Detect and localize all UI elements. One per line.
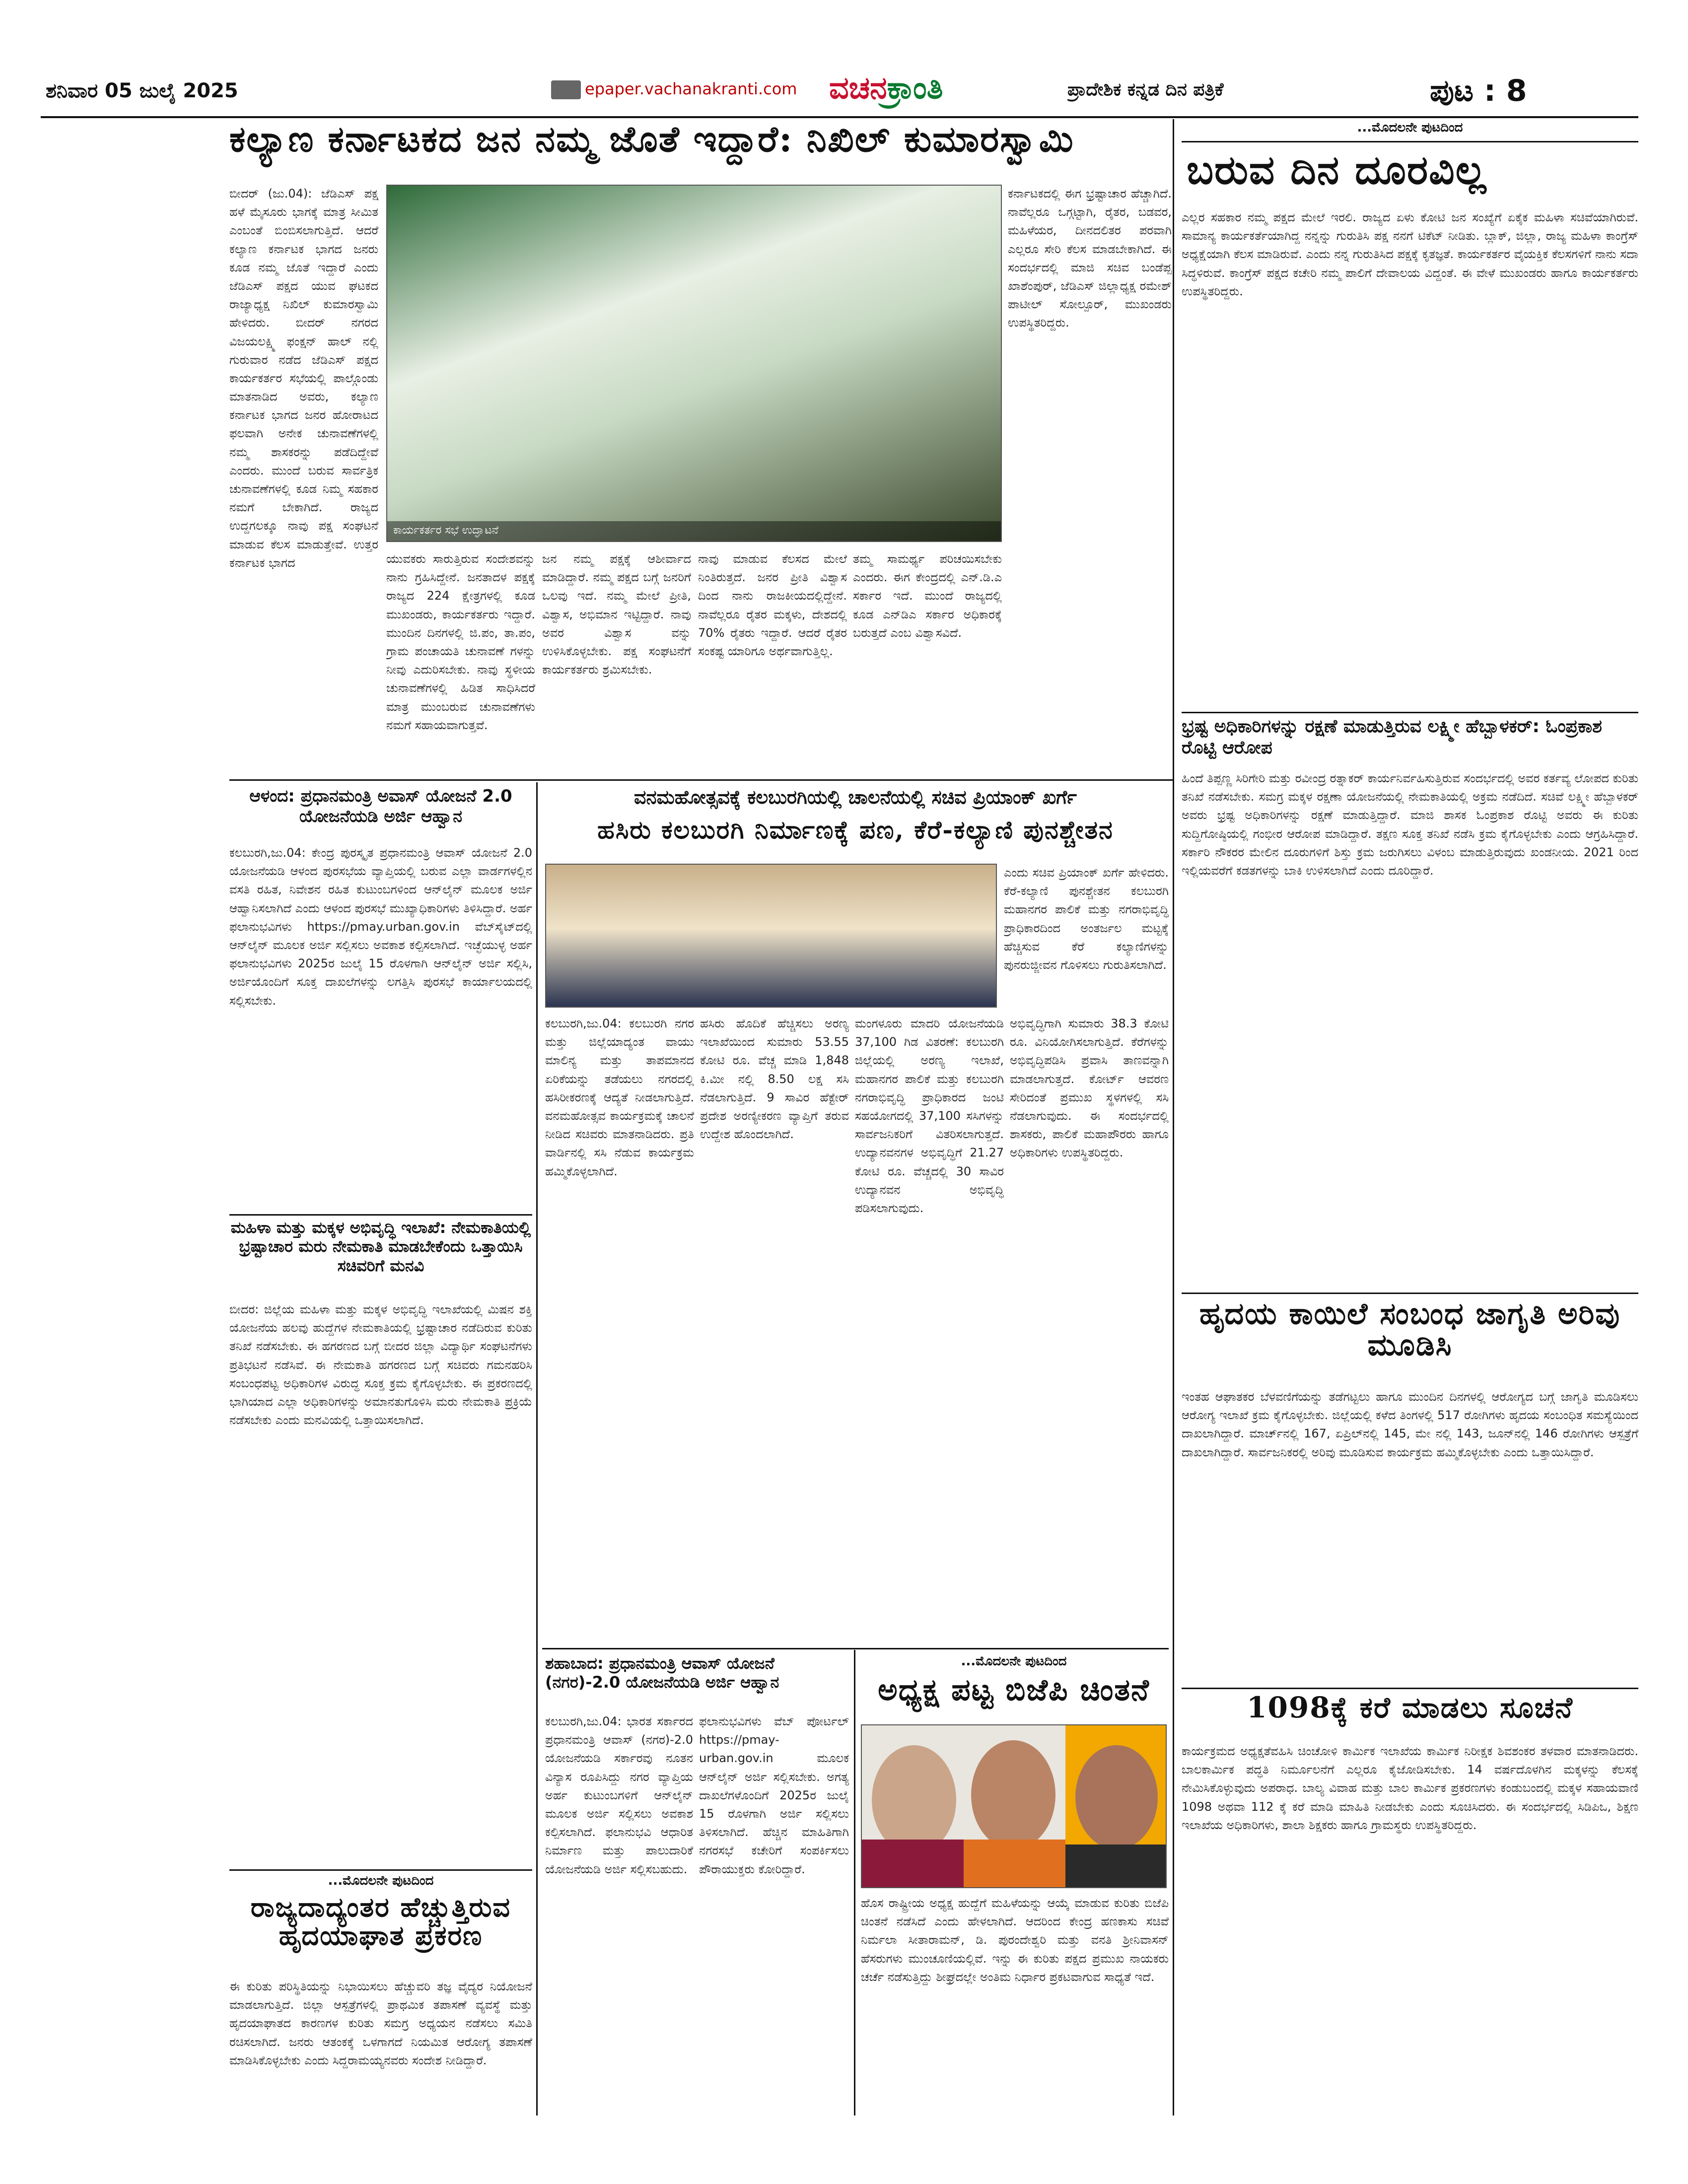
brand-right: ಕ್ರಾಂತಿ [887, 69, 943, 106]
page-number: ಪುಟ : 8 [1430, 73, 1527, 108]
right-column-rule [1173, 119, 1174, 2116]
lead-col2: ಯುವಕರು ಸಾರುತ್ತಿರುವ ಸಂದೇಶವನ್ನು ನಾನು ಗ್ರಹಿಸಿದ್ದೇನೆ. ಜನತಾದಳ ಪಕ್ಷಕ್ಕೆ ರಾಜ್ಯದ 224 ಕ್ಷೇತ್ರಗಳಲ್ಲಿ ಕೂಡ ಮುಖಂಡರು, ಕಾರ್ಯಕರ್ತರು ಇದ್ದಾರೆ. ಮುಂದಿನ ದಿನಗಳಲ್ಲಿ ಜಿ.ಪಂ, ತಾ.ಪಂ, ಗ್ರಾಮ ಪಂಚಾಯತಿ ಚುನಾವಣೆ ಗಳನ್ನು ನೀವು ಎದುರಿಸಬೇಕು. ನಾವು ಸ್ಥಳೀಯ ಚುನಾವಣೆಗಳಲ್ಲಿ ಹಿಡಿತ ಸಾಧಿಸಿದರೆ ಮಾತ್ರ ಮುಂಬರುವ ಚುನಾವಣೆಗಳು ನಮಗೆ ಸಹಾಯವಾಗುತ್ತವೆ. [386, 552, 535, 732]
right-bottom-headline: 1098ಕ್ಕೆ ಕರೆ ಮಾಡಲು ಸೂಚನೆ [1247, 1693, 1573, 1724]
women-dept-headline: ಮಹಿಳಾ ಮತ್ತು ಮಕ್ಕಳ ಅಭಿವೃದ್ಧಿ ಇಲಾಖೆ: ನೇಮಕಾತಿಯಲ್ಲಿ ಭ್ರಷ್ಟಾಚಾರ ಮರು ನೇಮಕಾತಿ ಮಾಡಬೇಕೆಂದು ಒತ್ತಾಯಿಸಿ ಸಚಿವರಿಗೆ ಮನವಿ [230, 1218, 531, 1275]
brand-logo [829, 69, 1028, 114]
right-mid-body: ಹಿಂದೆ ತಿಪ್ಪಣ್ಣ ಸಿರಿಗೇರಿ ಮತ್ತು ರವೀಂದ್ರ ರತ್ನಾಕರ್ ಕಾರ್ಯನಿರ್ವಹಿಸುತ್ತಿರುವ ಸಂದರ್ಭದಲ್ಲಿ ಅವರ ಕರ್ತವ್ಯ ಲೋಪದ ಕುರಿತು ತನಿಖೆ ನಡೆಸಬೇಕು. ಸಮಗ್ರ ಮಕ್ಕಳ ರಕ್ಷಣಾ ಯೋಜನೆಯಲ್ಲಿ ನೇಮಕಾತಿಯಲ್ಲಿ ಅಕ್ರಮ ನಡೆದಿದೆ. ಸಚಿವೆ ಲಕ್ಷ್ಮೀ ಹೆಬ್ಬಾಳಕರ್ ಅವರು ಭ್ರಷ್ಟ ಅಧಿಕಾರಿಗಳನ್ನು ರಕ್ಷಣೆ ಮಾಡುತ್ತಿದ್ದಾರೆ. ಮಾಜಿ ಶಾಸಕ ಓಂಪ್ರಕಾಶ ರೊಟ್ಟಿ ಅವರು ಈ ಕುರಿತು ಸುದ್ದಿಗೋಷ್ಠಿಯಲ್ಲಿ ಗಂಭೀರ ಆರೋಪ ಮಾಡಿದ್ದಾರೆ. ತಕ್ಷಣ ಸೂಕ್ತ ತನಿಖೆ ನಡೆಸಿ ಕ್ರಮ ಕೈಗೊಳ್ಳಬೇಕು ಎಂದು ಆಗ್ರಹಿಸಿದ್ದಾರೆ. ಸರ್ಕಾರಿ ನೌಕರರ ಮೇಲಿನ ದೂರುಗಳಿಗೆ ಶಿಸ್ತು ಕ್ರಮ ಜರುಗಿಸಲು ವಿಳಂಬ ಮಾಡುತ್ತಿರುವುದು ಖಂಡನೀಯ. 2021 ರಿಂದ ಇಲ್ಲಿಯವರೆಗೆ ಕಡತಗಳನ್ನು ಬಾಕಿ ಉಳಿಸಲಾಗಿದೆ ಎಂದು ದೂರಿದ್ದಾರೆ. [1182, 771, 1638, 878]
pmay-aland-rule [229, 1214, 532, 1216]
lead-col1: ಬೀದರ್ (ಜು.04): ಜೆಡಿಎಸ್ ಪಕ್ಷ ಹಳೆ ಮೈಸೂರು ಭಾಗಕ್ಕೆ ಮಾತ್ರ ಸೀಮಿತ ಎಂಬಂತೆ ಬಿಂಬಿಸಲಾಗುತ್ತಿದೆ. ಆದರೆ ಕಲ್ಯಾಣ ಕರ್ನಾಟಕ ಭಾಗದ ಜನರು ಕೂಡ ನಮ್ಮ ಜೊತೆ ಇದ್ದಾರೆ ಎಂದು ಜೆಡಿಎಸ್ ಪಕ್ಷದ ಯುವ ಘಟಕದ ರಾಜ್ಯಾಧ್ಯಕ್ಷ ನಿಖಿಲ್ ಕುಮಾರಸ್ವಾಮಿ ಹೇಳಿದರು. ಬೀದರ್ ನಗರದ ವಿಜಯಲಕ್ಷ್ಮಿ ಫಂಕ್ಷನ್ ಹಾಲ್ ನಲ್ಲಿ ಗುರುವಾರ ನಡೆದ ಜೆಡಿಎಸ್ ಪಕ್ಷದ ಕಾರ್ಯಕರ್ತರ ಸಭೆಯಲ್ಲಿ ಪಾಲ್ಗೊಂಡು ಮಾತನಾಡಿದ ಅವರು, ಕಲ್ಯಾಣ ಕರ್ನಾಟಕ ಭಾಗದ ಜನರ ಹೋರಾಟದ ಫಲವಾಗಿ ಅನೇಕ ಚುನಾವಣೆಗಳಲ್ಲಿ ನಮ್ಮ ಶಾಸಕರನ್ನು ಪಡೆದಿದ್ದೇವೆ ಎಂದರು. ಮುಂದೆ ಬರುವ ಸಾರ್ವತ್ರಿಕ ಚುನಾವಣೆಗಳಲ್ಲಿ ಕೂಡ ನಿಮ್ಮ ಸಹಕಾರ ನಮಗೆ ಬೇಕಾಗಿದೆ. ರಾಜ್ಯದ ಉದ್ದಗಲಕ್ಕೂ ನಾವು ಪಕ್ಷ ಸಂಘಟನೆ ಮಾಡುವ ಕೆಲಸ ಮಾಡುತ್ತೇವೆ. ಉತ್ತರ ಕರ್ನಾಟಕ ಭಾಗದ [229, 187, 378, 570]
right-top-kicker: ...ಮೊದಲನೇ ಪುಟದಿಂದ [1357, 120, 1463, 135]
right-top-rule [1182, 712, 1638, 713]
lead-col4: ನಾವು ಮಾಡುವ ಕೆಲಸದ ಮೇಲೆ ನಿಂತಿರುತ್ತದೆ. ಜನರ ಪ್ರೀತಿ ವಿಶ್ವಾಸ ದಿಂದ ನಾನು ರಾಜಕೀಯದಲ್ಲಿದ್ದೇನೆ. ನಾವೆಲ್ಲರೂ ರೈತರ ಮಕ್ಕಳು, ದೇಶದಲ್ಲಿ 70% ರೈತರು ಇದ್ದಾರೆ. ಆದರೆ ರೈತರ ಸಂಕಷ್ಟ ಯಾರಿಗೂ ಅರ್ಥವಾಗುತ್ತಿಲ್ಲ. [698, 552, 847, 658]
lead-col3: ಜನ ನಮ್ಮ ಪಕ್ಷಕ್ಕೆ ಆಶೀರ್ವಾದ ಮಾಡಿದ್ದಾರೆ. ನಮ್ಮ ಪಕ್ಷದ ಬಗ್ಗೆ ಜನರಿಗೆ ಒಲವು ಇದೆ. ನಮ್ಮ ಮೇಲೆ ಪ್ರೀತಿ, ವಿಶ್ವಾಸ, ಅಭಿಮಾನ ಇಟ್ಟಿದ್ದಾರೆ. ನಾವು ಅವರ ವಿಶ್ವಾಸ ವನ್ನು ಉಳಿಸಿಕೊಳ್ಳಬೇಕು. ಪಕ್ಷ ಸಂಘಟನೆಗೆ ಕಾರ್ಯಕರ್ತರು ಶ್ರಮಿಸಬೇಕು. [542, 552, 691, 677]
heart-attack-headline: ರಾಜ್ಯದಾದ್ಯಂತರ ಹೆಚ್ಚುತ್ತಿರುವ ಹೃದಯಾಘಾತ ಪ್ರಕರಣ [250, 1893, 511, 1951]
vanamahotsava-top-right: ಎಂದು ಸಚಿವ ಪ್ರಿಯಾಂಕ್ ಖರ್ಗೆ ಹೇಳಿದರು. ಕೆರೆ-ಕಲ್ಯಾಣಿ ಪುನಶ್ಚೇತನ ಕಲಬುರಗಿ ಮಹಾನಗರ ಪಾಲಿಕೆ ಮತ್ತು ನಗರಾಭಿವೃದ್ಧಿ ಪ್ರಾಧಿಕಾರದಿಂದ ಅಂತರ್ಜಲ ಮಟ್ಟಕ್ಕೆ ಹೆಚ್ಚಿಸುವ ಕೆರೆ ಕಲ್ಯಾಣಿಗಳನ್ನು ಪುನರುಜ್ಜೀವನ ಗೊಳಿಸಲು ಗುರುತಿಸಲಾಗಿದೆ. [1004, 866, 1169, 972]
leader-photo-2 [971, 1740, 1055, 1849]
women-dept-rule [229, 1869, 532, 1871]
vanamahotsava-headline-1: ವನಮಹೋತ್ಸವಕ್ಕೆ ಕಲಬುರಗಿಯಲ್ಲಿ ಚಾಲನೆಯಲ್ಲಿ ಸಚಿವ ಪ್ರಿಯಾಂಕ್ ಖರ್ಗೆ [634, 786, 1077, 808]
lead-headline: ಕಲ್ಯಾಣ ಕರ್ನಾಟಕದ ಜನ ನಮ್ಮ ಜೊತೆ ಇದ್ದಾರೆ: ನಿಖಿಲ್ ಕುಮಾರಸ್ವಾಮಿ [229, 120, 1074, 160]
right-bottom-body: ಕಾರ್ಯಕ್ರಮದ ಅಧ್ಯಕ್ಷತೆವಹಿಸಿ ಚಿಂಚೋಳಿ ಕಾರ್ಮಿಕ ಇಲಾಖೆಯ ಕಾರ್ಮಿಕ ನಿರೀಕ್ಷಕ ಶಿವಶಂಕರ ತಳವಾರ ಮಾತನಾಡಿದರು. ಬಾಲಕಾರ್ಮಿಕ ಪದ್ಧತಿ ನಿರ್ಮೂಲನೆಗೆ ಎಲ್ಲರೂ ಕೈಜೋಡಿಸಬೇಕು. 14 ವರ್ಷದೊಳಗಿನ ಮಕ್ಕಳನ್ನು ಕೆಲಸಕ್ಕೆ ನೇಮಿಸಿಕೊಳ್ಳುವುದು ಅಪರಾಧ. ಬಾಲ್ಯ ವಿವಾಹ ಮತ್ತು ಬಾಲ ಕಾರ್ಮಿಕ ಪ್ರಕರಣಗಳು ಕಂಡುಬಂದಲ್ಲಿ ಮಕ್ಕಳ ಸಹಾಯವಾಣಿ 1098 ಅಥವಾ 112 ಕ್ಕೆ ಕರೆ ಮಾಡಿ ಮಾಹಿತಿ ನೀಡಬೇಕು ಎಂದು ಸೂಚಿಸಿದರು. ಈ ಸಂದರ್ಭದಲ್ಲಿ ಸಿಡಿಪಿಒ, ಶಿಕ್ಷಣ ಇಲಾಖೆಯ ಅಧಿಕಾರಿಗಳು, ಶಾಲಾ ಶಿಕ್ಷಕರು ಹಾಗೂ ಗ್ರಾಮಸ್ಥರು ಉಪಸ್ಥಿತರಿದ್ದರು. [1182, 1744, 1638, 1832]
vanamahotsava-col1: ಕಲಬುರಗಿ,ಜು.04: ಕಲಬುರಗಿ ನಗರ ಮತ್ತು ಜಿಲ್ಲೆಯಾದ್ಯಂತ ವಾಯು ಮಾಲಿನ್ಯ ಮತ್ತು ತಾಪಮಾನದ ಏರಿಕೆಯನ್ನು ತಡೆಯಲು ನಗರದಲ್ಲಿ ಹಸಿರೀಕರಣಕ್ಕೆ ಆದ್ಯತೆ ನೀಡಲಾಗುತ್ತಿದೆ. ವನಮಹೋತ್ಸವ ಕಾರ್ಯಕ್ರಮಕ್ಕೆ ಚಾಲನೆ ನೀಡಿದ ಸಚಿವರು ಮಾತನಾಡಿದರು. ಪ್ರತಿ ವಾರ್ಡಿನಲ್ಲಿ ಸಸಿ ನೆಡುವ ಕಾರ್ಯಕ್ರಮ ಹಮ್ಮಿಕೊಳ್ಳಲಾಗಿದೆ. [545, 1017, 694, 1178]
masthead-rule [41, 116, 1638, 118]
leader-photo-1-sari [862, 1840, 964, 1888]
lead-bottom-rule [229, 779, 1173, 781]
pmay-shahabad-col2: ಫಲಾನುಭವಿಗಳು ವೆಬ್ ಪೋರ್ಟಲ್ https://pmay-urban.gov.in ಮೂಲಕ ಆನ್‌ಲೈನ್ ಅರ್ಜಿ ಸಲ್ಲಿಸಬೇಕು. ಅಗತ್ಯ ದಾಖಲೆಗಳೊಂದಿಗೆ 2025ರ ಜುಲೈ 15 ರೊಳಗಾಗಿ ಅರ್ಜಿ ಸಲ್ಲಿಸಲು ತಿಳಿಸಲಾಗಿದೆ. ಹೆಚ್ಚಿನ ಮಾಹಿತಿಗಾಗಿ ನಗರಸಭೆ ಕಚೇರಿಗೆ ಸಂಪರ್ಕಿಸಲು ಪೌರಾಯುಕ್ತರು ಕೋರಿದ್ದಾರೆ. [699, 1714, 849, 1876]
pmay-aland-headline: ಆಳಂದ: ಪ್ರಧಾನಮಂತ್ರಿ ಅವಾಸ್ ಯೋಜನೆ 2.0 ಯೋಜನೆಯಡಿ ಅರ್ಜಿ ಆಹ್ವಾನ [249, 786, 512, 826]
vanamahotsava-photo [545, 864, 997, 1008]
lead-col5: ತಮ್ಮ ಸಾಮರ್ಥ್ಯ ಪರಿಚಯಿಸಬೇಕು ಎಂದರು. ಈಗ ಕೇಂದ್ರದಲ್ಲಿ ಎನ್.ಡಿ.ಎ ಸರ್ಕಾರ ಇದೆ. ಮುಂದೆ ರಾಜ್ಯದಲ್ಲಿ ಕೂಡ ಎನ್‌ಡಿಎ ಸರ್ಕಾರ ಅಧಿಕಾರಕ್ಕೆ ಬರುತ್ತದೆ ಎಂಬ ವಿಶ್ವಾಸವಿದೆ. [853, 552, 1002, 640]
masthead-tagline: ಪ್ರಾದೇಶಿಕ ಕನ್ನಡ ದಿನ ಪತ್ರಿಕೆ [1067, 79, 1224, 100]
vanamahotsava-col3: ಮಂಗಳೂರು ಮಾದರಿ ಯೋಜನೆಯಡಿ 37,100 ಗಿಡ ವಿತರಣೆ: ಕಲಬುರಗಿ ಜಿಲ್ಲೆಯಲ್ಲಿ ಅರಣ್ಯ ಇಲಾಖೆ, ಮಹಾನಗರ ಪಾಲಿಕೆ ಮತ್ತು ಕಲಬುರಗಿ ನಗರಾಭಿವೃದ್ಧಿ ಪ್ರಾಧಿಕಾರದ ಜಂಟಿ ಸಹಯೋಗದಲ್ಲಿ 37,100 ಸಸಿಗಳನ್ನು ಸಾರ್ವಜನಿಕರಿಗೆ ವಿತರಿಸಲಾಗುತ್ತದೆ. ಉದ್ಯಾನವನಗಳ ಅಭಿವೃದ್ಧಿಗೆ 21.27 ಕೋಟಿ ರೂ. ವೆಚ್ಚದಲ್ಲಿ 30 ಸಾವಿರ ಉದ್ಯಾನವನ ಅಭಿವೃದ್ಧಿ ಪಡಿಸಲಾಗುವುದು. [855, 1017, 1004, 1215]
bjp-photo [861, 1724, 1167, 1888]
right-mid-rule [1182, 1293, 1638, 1294]
brand-left: ವಚನ [829, 69, 887, 106]
right-heart-headline: ಹೃದಯ ಕಾಯಿಲೆ ಸಂಬಂಧ ಜಾಗೃತಿ ಅರಿವು ಮೂಡಿಸಿ [1199, 1298, 1621, 1363]
vanamahotsava-col2: ಹಸಿರು ಹೊದಿಕೆ ಹೆಚ್ಚಿಸಲು ಅರಣ್ಯ ಇಲಾಖೆಯಿಂದ ಸುಮಾರು 53.55 ಕೋಟಿ ರೂ. ವೆಚ್ಚ ಮಾಡಿ 1,848 ಕಿ.ಮೀ ನಲ್ಲಿ 8.50 ಲಕ್ಷ ಸಸಿ ನೆಡಲಾಗುತ್ತಿದೆ. 9 ಸಾವಿರ ಹೆಕ್ಟೇರ್ ಪ್ರದೇಶ ಅರಣ್ಯೀಕರಣ ವ್ಯಾಪ್ತಿಗೆ ತರುವ ಉದ್ದೇಶ ಹೊಂದಲಾಗಿದೆ. [700, 1017, 849, 1142]
newspaper-icon [551, 80, 581, 99]
leader-photo-1 [872, 1745, 956, 1854]
vanamahotsava-rule [542, 1648, 1169, 1649]
masthead-date: ಶನಿವಾರ 05 ಜುಲೈ 2025 [46, 79, 238, 102]
leader-photo-2-sari [964, 1840, 1065, 1888]
leader-photo-3-sari [1065, 1844, 1167, 1888]
women-dept-body: ಬೀದರ: ಜಿಲ್ಲೆಯ ಮಹಿಳಾ ಮತ್ತು ಮಕ್ಕಳ ಅಭಿವೃದ್ಧಿ ಇಲಾಖೆಯಲ್ಲಿ ಮಿಷನ ಶಕ್ತಿ ಯೋಜನೆಯ ಹಲವು ಹುದ್ದೆಗಳ ನೇಮಕಾತಿಯಲ್ಲಿ ಭ್ರಷ್ಟಾಚಾರ ನಡೆದಿರುವ ಕುರಿತು ತನಿಖೆ ನಡೆಸಬೇಕು. ಈ ಹಗರಣದ ಬಗ್ಗೆ ಬೀದರ ಜಿಲ್ಲಾ ವಿದ್ಯಾರ್ಥಿ ಸಂಘಟನೆಗಳು ಪ್ರತಿಭಟನೆ ನಡೆಸಿವೆ. ಈ ನೇಮಕಾತಿ ಹಗರಣದ ಬಗ್ಗೆ ಸಚಿವರು ಗಮನಹರಿಸಿ ಸಂಬಂಧಪಟ್ಟ ಅಧಿಕಾರಿಗಳ ವಿರುದ್ಧ ಸೂಕ್ತ ಕ್ರಮ ಕೈಗೊಳ್ಳಬೇಕು. ಈ ಪ್ರಕರಣದಲ್ಲಿ ಭಾಗಿಯಾದ ಎಲ್ಲಾ ಅಧಿಕಾರಿಗಳನ್ನು ಅಮಾನತುಗೊಳಿಸಿ ಮರು ನೇಮಕಾತಿ ಪ್ರಕ್ರಿಯೆ ನಡೆಸಬೇಕು ಎಂದು ಮನವಿಯಲ್ಲಿ ಒತ್ತಾಯಿಸಲಾಗಿದೆ. [229, 1302, 532, 1428]
lead-photo-caption: ಕಾರ್ಯಕರ್ತರ ಸಭೆ ಉದ್ಘಾಟನೆ [387, 521, 1001, 541]
right-top-kicker-rule [1182, 141, 1638, 142]
heart-attack-body: ಈ ಕುರಿತು ಪರಿಸ್ಥಿತಿಯನ್ನು ನಿಭಾಯಿಸಲು ಹೆಚ್ಚುವರಿ ತಜ್ಞ ವೈದ್ಯರ ನಿಯೋಜನೆ ಮಾಡಲಾಗುತ್ತಿದೆ. ಜಿಲ್ಲಾ ಆಸ್ಪತ್ರೆಗಳಲ್ಲಿ ಪ್ರಾಥಮಿಕ ತಪಾಸಣೆ ವ್ಯವಸ್ಥೆ ಮತ್ತು ಹೃದಯಾಘಾತದ ಕಾರಣಗಳ ಕುರಿತು ಸಮಗ್ರ ಅಧ್ಯಯನ ನಡೆಸಲು ಸಮಿತಿ ರಚಿಸಲಾಗಿದೆ. ಜನರು ಆತಂಕಕ್ಕೆ ಒಳಗಾಗದೆ ನಿಯಮಿತ ಆರೋಗ್ಯ ತಪಾಸಣೆ ಮಾಡಿಸಿಕೊಳ್ಳಬೇಕು ಎಂದು ಸಿದ್ದರಾಮಯ್ಯನವರು ಸಂದೇಶ ನೀಡಿದ್ದಾರೆ. [229, 1979, 532, 2067]
bjp-kicker: ...ಮೊದಲನೇ ಪುಟದಿಂದ [961, 1654, 1067, 1669]
masthead-url-text: epaper.vachanakranti.com [585, 79, 797, 98]
lead-col6: ಕರ್ನಾಟಕದಲ್ಲಿ ಈಗ ಭ್ರಷ್ಟಾಚಾರ ಹೆಚ್ಚಾಗಿದೆ. ನಾವೆಲ್ಲರೂ ಒಗ್ಗಟ್ಟಾಗಿ, ರೈತರ, ಬಡವರ, ಮಹಿಳೆಯರ, ದೀನದಲಿತರ ಪರವಾಗಿ ಎಲ್ಲರೂ ಸೇರಿ ಕೆಲಸ ಮಾಡಬೇಕಾಗಿದೆ. ಈ ಸಂದರ್ಭದಲ್ಲಿ ಮಾಜಿ ಸಚಿವ ಬಂಡೆಪ್ಪ ಖಾಶೆಂಪುರ್, ಜೆಡಿಎಸ್ ಜಿಲ್ಲಾಧ್ಯಕ್ಷ ರಮೇಶ್ ಪಾಟೀಲ್ ಸೋಲ್ಪೂರ್, ಮುಖಂಡರು ಉಪಸ್ಥಿತರಿದ್ದರು. [1008, 187, 1172, 330]
leader-photo-3 [1075, 1745, 1158, 1849]
mid-bottom-rule [854, 1650, 855, 2116]
lead-photo [386, 185, 1002, 542]
vanamahotsava-col4: ಅಭಿವೃದ್ಧಿಗಾಗಿ ಸುಮಾರು 38.3 ಕೋಟಿ ರೂ. ವಿನಿಯೋಗಿಸಲಾಗುತ್ತಿದೆ. ಕೆರೆಗಳನ್ನು ಅಭಿವೃದ್ಧಿಪಡಿಸಿ ಪ್ರವಾಸಿ ತಾಣವನ್ನಾಗಿ ಮಾಡಲಾಗುತ್ತದೆ. ಕೋರ್ಟ್ ಆವರಣ ಸೇರಿದಂತೆ ಪ್ರಮುಖ ಸ್ಥಳಗಳಲ್ಲಿ ಸಸಿ ನೆಡಲಾಗುವುದು. ಈ ಸಂದರ್ಭದಲ್ಲಿ ಶಾಸಕರು, ಪಾಲಿಕೆ ಮಹಾಪೌರರು ಹಾಗೂ ಅಧಿಕಾರಿಗಳು ಉಪಸ್ಥಿತರಿದ್ದರು. [1010, 1017, 1169, 1160]
pmay-shahabad-col1: ಕಲಬುರಗಿ,ಜು.04: ಭಾರತ ಸರ್ಕಾರದ ಪ್ರಧಾನಮಂತ್ರಿ ಆವಾಸ್ (ನಗರ)-2.0 ಯೋಜನೆಯಡಿ ಸರ್ಕಾರವು ನೂತನ ವಿನ್ಯಾಸ ರೂಪಿಸಿದ್ದು ನಗರ ವ್ಯಾಪ್ತಿಯ ಅರ್ಹ ಕುಟುಂಬಗಳಿಗೆ ಆನ್‌ಲೈನ್ ಮೂಲಕ ಅರ್ಜಿ ಸಲ್ಲಿಸಲು ಅವಕಾಶ ಕಲ್ಪಿಸಲಾಗಿದೆ. ಫಲಾನುಭವಿ ಆಧಾರಿತ ನಿರ್ಮಾಣ ಮತ್ತು ಪಾಲುದಾರಿಕೆ ಯೋಜನೆಯಡಿ ಅರ್ಜಿ ಸಲ್ಲಿಸಬಹುದು. [545, 1714, 693, 1876]
left-column-rule [536, 782, 538, 2116]
bjp-body: ಹೊಸ ರಾಷ್ಟ್ರೀಯ ಅಧ್ಯಕ್ಷ ಹುದ್ದೆಗೆ ಮಹಿಳೆಯನ್ನು ಆಯ್ಕೆ ಮಾಡುವ ಕುರಿತು ಬಿಜೆಪಿ ಚಿಂತನೆ ನಡೆಸಿದೆ ಎಂದು ಹೇಳಲಾಗಿದೆ. ಆದರಿಂದ ಕೇಂದ್ರ ಹಣಕಾಸು ಸಚಿವೆ ನಿರ್ಮಲಾ ಸೀತಾರಾಮನ್, ಡಿ. ಪುರಂದೇಶ್ವರಿ ಮತ್ತು ವನತಿ ಶ್ರೀನಿವಾಸನ್ ಹೆಸರುಗಳು ಮುಂಚೂಣಿಯಲ್ಲಿವೆ. ಇನ್ನು ಈ ಕುರಿತು ಪಕ್ಷದ ಪ್ರಮುಖ ನಾಯಕರು ಚರ್ಚೆ ನಡೆಸುತ್ತಿದ್ದು ಶೀಘ್ರದಲ್ಲೇ ಅಂತಿಮ ನಿರ್ಧಾರ ಪ್ರಕಟವಾಗುವ ಸಾಧ್ಯತೆ ಇದೆ. [861, 1896, 1169, 1984]
right-heart-rule [1182, 1688, 1638, 1689]
right-mid-headline: ಭ್ರಷ್ಟ ಅಧಿಕಾರಿಗಳನ್ನು ರಕ್ಷಣೆ ಮಾಡುತ್ತಿರುವ ಲಕ್ಷ್ಮೀ ಹೆಬ್ಬಾಳಕರ್: ಓಂಪ್ರಕಾಶ ರೊಟ್ಟಿ ಆರೋಪ [1182, 716, 1602, 758]
pmay-aland-body: ಕಲಬುರಗಿ,ಜು.04: ಕೇಂದ್ರ ಪುರಸ್ಕೃತ ಪ್ರಧಾನಮಂತ್ರಿ ಆವಾಸ್ ಯೋಜನೆ 2.0 ಯೋಜನೆಯಡಿ ಆಳಂದ ಪುರಸಭೆಯ ವ್ಯಾಪ್ತಿಯಲ್ಲಿ ಬರುವ ಎಲ್ಲಾ ವಾರ್ಡಗಳಲ್ಲಿನ ವಸತಿ ರಹಿತ, ನಿವೇಶನ ರಹಿತ ಕುಟುಂಬಗಳಿಂದ ಆನ್‌ಲೈನ್ ಮೂಲಕ ಅರ್ಜಿ ಆಹ್ವಾನಿಸಲಾಗಿದೆ ಎಂದು ಆಳಂದ ಪುರಸಭೆ ಮುಖ್ಯಾಧಿಕಾರಿಗಳು ತಿಳಿಸಿದ್ದಾರೆ. ಅರ್ಹ ಫಲಾನುಭವಿಗಳು https://pmay.urban.gov.in ವೆಬ್‌ಸೈಟ್‌ದಲ್ಲಿ ಆನ್‌ಲೈನ್ ಮೂಲಕ ಅರ್ಜಿ ಸಲ್ಲಿಸಲು ಅವಕಾಶ ಕಲ್ಪಿಸಲಾಗಿದೆ. ಇಚ್ಛೆಯುಳ್ಳ ಅರ್ಹ ಫಲಾನುಭವಿಗಳು 2025ರ ಜುಲೈ 15 ರೊಳಗಾಗಿ ಆನ್‌ಲೈನ್ ಅರ್ಜಿ ಸಲ್ಲಿಸಿ, ಅರ್ಜಿಯೊಂದಿಗೆ ಸೂಕ್ತ ದಾಖಲೆಗಳನ್ನು ಲಗತ್ತಿಸಿ ಪುರಸಭೆ ಕಾರ್ಯಾಲಯದಲ್ಲಿ ಸಲ್ಲಿಸಬೇಕು. [229, 846, 532, 1008]
pmay-shahabad-headline: ಶಹಾಬಾದ: ಪ್ರಧಾನಮಂತ್ರಿ ಆವಾಸ್ ಯೋಜನೆ (ನಗರ)-2.0 ಯೋಜನೆಯಡಿ ಅರ್ಜಿ ಆಹ್ವಾನ [545, 1654, 779, 1692]
heart-attack-kicker: ...ಮೊದಲನೇ ಪುಟದಿಂದ [328, 1873, 434, 1888]
right-top-body: ಎಲ್ಲರ ಸಹಕಾರ ನಮ್ಮ ಪಕ್ಷದ ಮೇಲೆ ಇರಲಿ. ರಾಜ್ಯದ ಏಳು ಕೋಟಿ ಜನ ಸಂಖ್ಯೆಗೆ ಏಕೈಕ ಮಹಿಳಾ ಸಚಿವೆಯಾಗಿರುವೆ. ಸಾಮಾನ್ಯ ಕಾರ್ಯಕರ್ತೆಯಾಗಿದ್ದ ನನ್ನನ್ನು ಗುರುತಿಸಿ ಪಕ್ಷ ನನಗೆ ಟಿಕೆಟ್ ನೀಡಿತು. ಬ್ಲಾಕ್, ಜಿಲ್ಲಾ, ರಾಜ್ಯ ಮಹಿಳಾ ಕಾಂಗ್ರೆಸ್ ಅಧ್ಯಕ್ಷೆಯಾಗಿ ಕೆಲಸ ಮಾಡಿರುವೆ. ಎಂದು ನನ್ನ ಗುರುತಿಸಿದ ಪಕ್ಷಕ್ಕೆ ಕೃತಜ್ಞತೆ. ಕಾರ್ಯಕರ್ತರ ವೈಯಕ್ತಿಕ ಕೆಲಸಗಳಿಗೆ ನಾನು ಸದಾ ಸಿದ್ಧಳಿರುವೆ. ಕಾಂಗ್ರೆಸ್ ಪಕ್ಷದ ಕಚೇರಿ ನಮ್ಮ ಪಾಲಿಗೆ ದೇವಾಲಯ ವಿದ್ದಂತೆ. ಈ ವೇಳೆ ಮುಖಂಡರು ಹಾಗೂ ಕಾರ್ಯಕರ್ತರು ಉಪಸ್ಥಿತರಿದ್ದರು. [1182, 210, 1638, 298]
masthead-url[interactable] [551, 79, 809, 109]
right-top-headline: ಬರುವ ದಿನ ದೂರವಿಲ್ಲ [1187, 149, 1487, 193]
bjp-headline: ಅಧ್ಯಕ್ಷ ಪಟ್ಟ ಬಿಜೆಪಿ ಚಿಂತನೆ [878, 1675, 1150, 1707]
right-heart-body: ಇಂತಹ ಆಘಾತಕರ ಬೆಳವಣಿಗೆಯನ್ನು ತಡೆಗಟ್ಟಲು ಹಾಗೂ ಮುಂದಿನ ದಿನಗಳಲ್ಲಿ ಆರೋಗ್ಯದ ಬಗ್ಗೆ ಜಾಗೃತಿ ಮೂಡಿಸಲು ಆರೋಗ್ಯ ಇಲಾಖೆ ಕ್ರಮ ಕೈಗೊಳ್ಳಬೇಕು. ಜಿಲ್ಲೆಯಲ್ಲಿ ಕಳೆದ ತಿಂಗಳಲ್ಲಿ 517 ರೋಗಿಗಳು ಹೃದಯ ಸಂಬಂಧಿತ ಸಮಸ್ಯೆಯಿಂದ ದಾಖಲಾಗಿದ್ದಾರೆ. ಮಾರ್ಚ್‌ನಲ್ಲಿ 167, ಏಪ್ರಿಲ್‌ನಲ್ಲಿ 145, ಮೇ ನಲ್ಲಿ 143, ಜೂನ್‌ನಲ್ಲಿ 146 ರೋಗಿಗಳು ಆಸ್ಪತ್ರೆಗೆ ದಾಖಲಾಗಿದ್ದಾರೆ. ಸಾರ್ವಜನಿಕರಲ್ಲಿ ಅರಿವು ಮೂಡಿಸುವ ಕಾರ್ಯಕ್ರಮ ಹಮ್ಮಿಕೊಳ್ಳಬೇಕು ಎಂದು ಒತ್ತಾಯಿಸಿದ್ದಾರೆ. [1182, 1390, 1638, 1459]
vanamahotsava-headline-2: ಹಸಿರು ಕಲಬುರಗಿ ನಿರ್ಮಾಣಕ್ಕೆ ಪಣ, ಕೆರೆ-ಕಲ್ಯಾಣಿ ಪುನಶ್ಚೇತನ [597, 817, 1114, 844]
